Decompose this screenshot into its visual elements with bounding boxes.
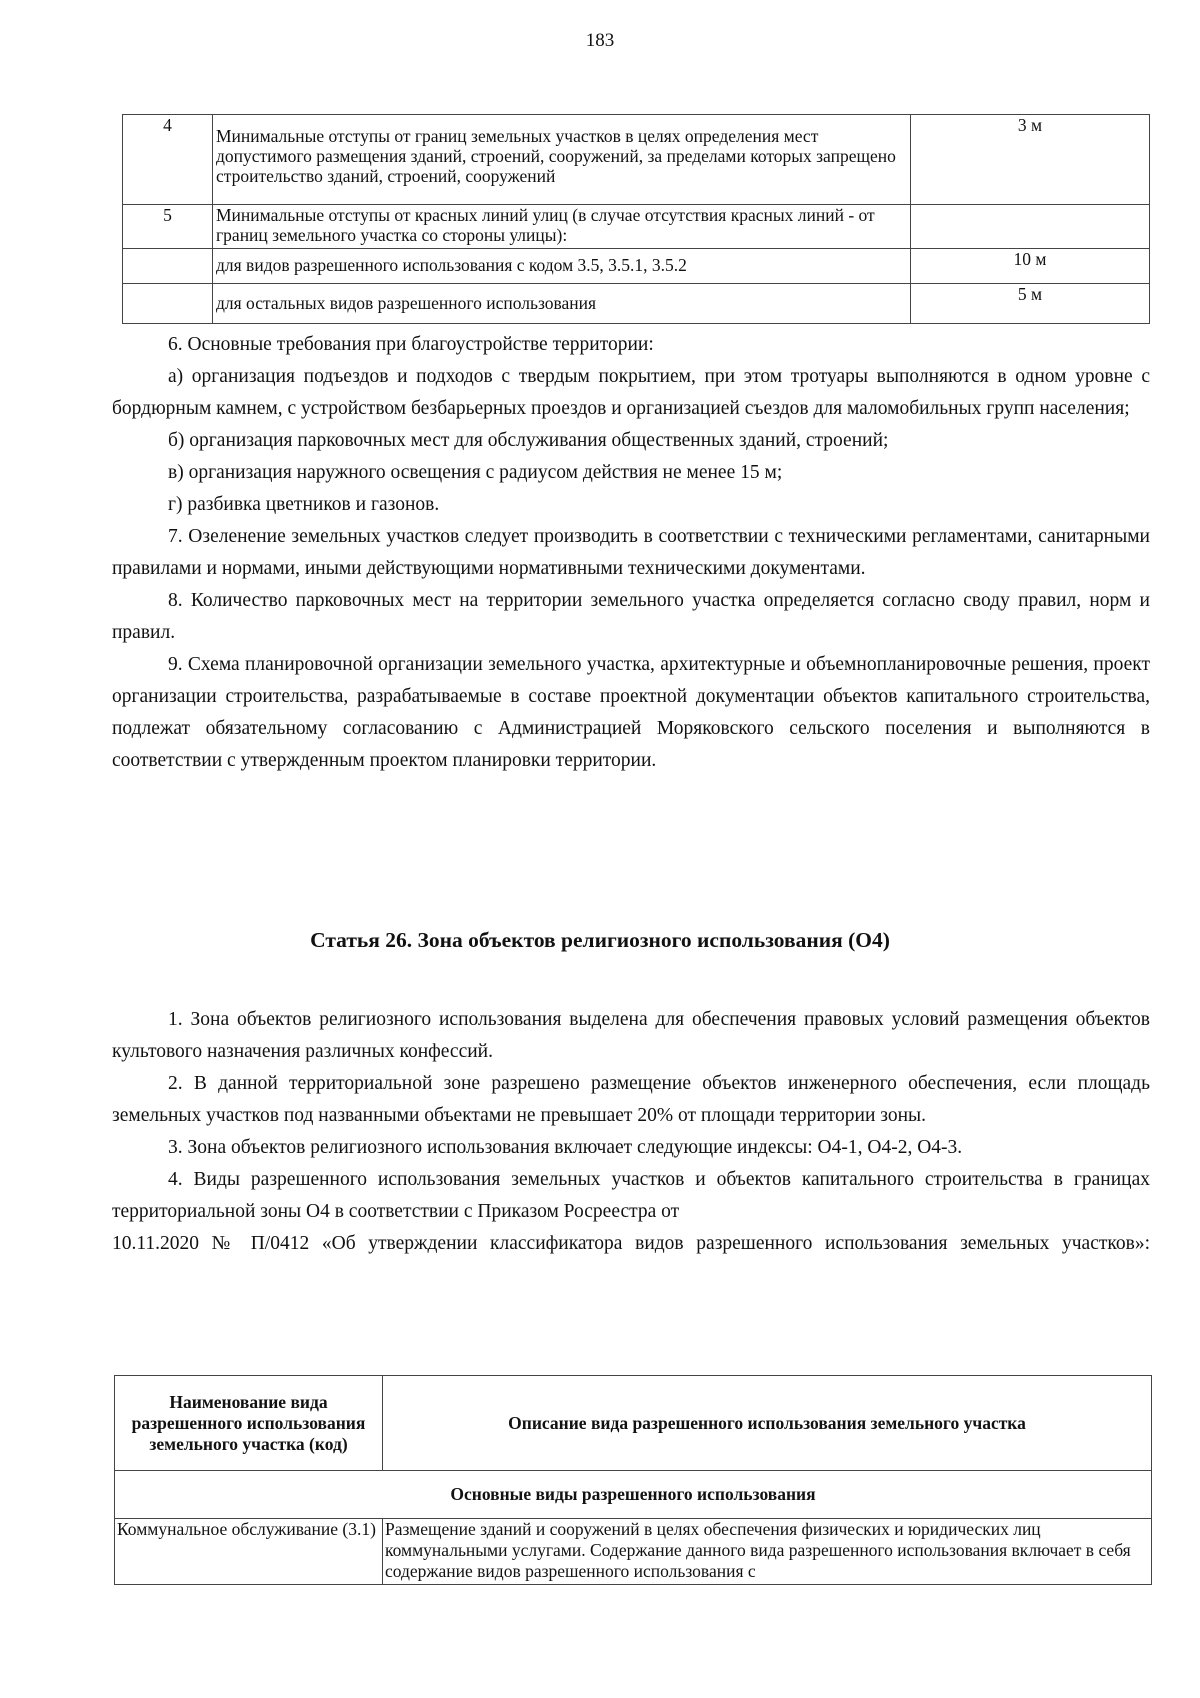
row-description: Минимальные отступы от границ земельных участков в целях определения мест допустимого размещения зданий, строений, сооружений, за пределами которых запрещено строительство зданий, строений, сооружений [213, 115, 911, 205]
table-row [123, 115, 1150, 205]
paragraph-6a: а) организация подъездов и подходов с твердым покрытием, при этом тротуары выполняются в одном уровне с бордюрным камнем, с устройством безбарьерных проездов и организацией съездов для маломобильных групп населения; [112, 366, 1150, 419]
row-number: 4 [123, 115, 213, 205]
article-section [112, 1004, 1150, 1260]
paragraph-9: 9. Схема планировочной организации земельного участка, архитектурные и объемнопланировочные решения, проект организации строительства, разрабатываемые в составе проектной документации объектов капитального строительства, подлежат обязательному согласованию с Администрацией Моряковского сельского поселения и выполняются в соответствии с утвержденным проектом планировки территории. [112, 654, 1150, 771]
paragraph-7: 7. Озеленение земельных участков следует производить в соответствии с техническими регламентами, санитарными правилами и нормами, иными действующими нормативными техническими документами. [112, 526, 1150, 579]
article-heading: Статья 26. Зона объектов религиозного использования (О4) [310, 928, 890, 952]
requirements-section [112, 329, 1150, 777]
paragraph-6c: в) организация наружного освещения с радиусом действия не менее 15 м; [168, 462, 783, 483]
article-paragraph-1: 1. Зона объектов религиозного использования выделена для обеспечения правовых условий размещения объектов культового назначения различных конфессий. [112, 1009, 1150, 1062]
row-description: для остальных видов разрешенного использования [213, 284, 911, 324]
page-number: 183 [585, 30, 615, 51]
row-number [123, 249, 213, 284]
table-row [123, 249, 1150, 284]
row-value: 5 м [911, 284, 1150, 324]
params-table [122, 114, 1150, 324]
row-description: Минимальные отступы от красных линий улиц (в случае отсутствия красных линий - от границ земельного участка со стороны улицы): [213, 205, 911, 249]
article-paragraph-3: 3. Зона объектов религиозного использования включает следующие индексы: О4-1, О4-2, О4-3. [168, 1137, 963, 1158]
row-value: 10 м [911, 249, 1150, 284]
header-description: Описание вида разрешенного использования земельного участка [383, 1376, 1152, 1471]
row-value [911, 205, 1150, 249]
permitted-use-table [114, 1375, 1152, 1585]
table-row [115, 1519, 1152, 1585]
row-number [123, 284, 213, 324]
article-paragraph-4: 4. Виды разрешенного использования земельных участков и объектов капитального строительства в границах территориальной зоны О4 в соответствии с Приказом Росреестра от [112, 1169, 1150, 1222]
table-header-row [115, 1376, 1152, 1471]
article-paragraph-4-cont: 10.11.2020 № П/0412 «Об утверждении классификатора видов разрешенного использования земельных участков»: [112, 1233, 1150, 1254]
header-name: Наименование вида разрешенного использования земельного участка (код) [115, 1376, 383, 1471]
row-number: 5 [123, 205, 213, 249]
use-description: Размещение зданий и сооружений в целях обеспечения физических и юридических лиц коммунальными услугами. Содержание данного вида разрешенного использования включает в себя содержание видов разрешенного использования с [383, 1519, 1152, 1585]
row-value: 3 м [911, 115, 1150, 205]
table-row [123, 284, 1150, 324]
table-row [123, 205, 1150, 249]
paragraph-8: 8. Количество парковочных мест на территории земельного участка определяется согласно своду правил, норм и правил. [112, 590, 1150, 643]
paragraph-6d: г) разбивка цветников и газонов. [168, 494, 440, 515]
paragraph-6: 6. Основные требования при благоустройстве территории: [168, 334, 654, 355]
article-paragraph-2: 2. В данной территориальной зоне разрешено размещение объектов инженерного обеспечения, если площадь земельных участков под названными объектами не превышает 20% от площади территории зоны. [112, 1073, 1150, 1126]
paragraph-6b: б) организация парковочных мест для обслуживания общественных зданий, строений; [168, 430, 889, 451]
use-name: Коммунальное обслуживание (3.1) [115, 1519, 383, 1585]
section-title: Основные виды разрешенного использования [115, 1471, 1152, 1519]
table-section-row [115, 1471, 1152, 1519]
row-description: для видов разрешенного использования с кодом 3.5, 3.5.1, 3.5.2 [213, 249, 911, 284]
